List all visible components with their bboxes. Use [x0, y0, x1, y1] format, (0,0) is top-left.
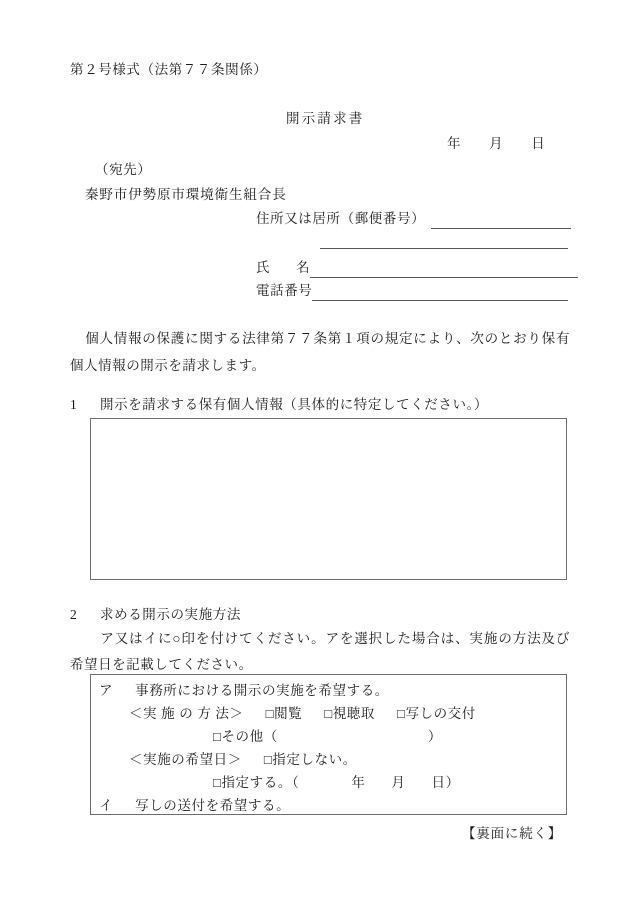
- telephone-field-row: [256, 281, 568, 301]
- other-open-paren: （: [263, 729, 278, 744]
- date-line: [447, 134, 545, 155]
- section1-number: 1: [70, 397, 78, 412]
- method-label: ＜実 施 の 方 法＞: [129, 706, 244, 721]
- date-close-paren: ）: [445, 775, 460, 790]
- option-i-marker: イ: [99, 798, 114, 813]
- method-other-row: [129, 725, 442, 745]
- address-field-row: [256, 209, 571, 229]
- desired-date-label: ＜実施の希望日＞: [129, 752, 242, 767]
- checkbox-audiovisual[interactable]: □: [324, 706, 333, 721]
- checkbox-other-label: その他: [221, 729, 264, 744]
- legal-basis-text: 個人情報の保護に関する法律第７７条第１項の規定により、次のとおり保有個人情報の開示を請求します。: [70, 331, 570, 373]
- checkbox-date-unspecified-label: 指定しない。: [272, 752, 357, 767]
- name-input[interactable]: [310, 263, 578, 278]
- section1-heading: [70, 393, 488, 413]
- checkbox-copy-delivery[interactable]: □: [397, 706, 406, 721]
- checkbox-copy-delivery-label: 写しの交付: [405, 706, 476, 721]
- checkbox-date-specified-label: 指定する。: [221, 775, 292, 790]
- name-label-part1: 氏: [256, 260, 271, 275]
- address-line2-row: [320, 234, 568, 249]
- desired-day-label[interactable]: 日: [431, 775, 446, 790]
- option-a-marker: ア: [99, 683, 114, 698]
- section1-heading-text: 開示を請求する保有個人情報（具体的に特定してください。）: [100, 397, 489, 412]
- option-a-row[interactable]: [99, 679, 389, 699]
- option-i-text: 写しの送付を希望する。: [135, 798, 291, 813]
- telephone-label: 電話番号: [256, 283, 313, 298]
- checkbox-other[interactable]: □: [213, 729, 222, 744]
- section2-heading-text: 求める開示の実施方法: [100, 607, 241, 622]
- checkbox-date-unspecified[interactable]: □: [263, 752, 273, 767]
- desired-year-label[interactable]: 年: [351, 775, 366, 790]
- desired-date-row: [129, 748, 357, 768]
- option-i-row[interactable]: [99, 794, 290, 814]
- method-options-row: [129, 702, 476, 722]
- date-month-label: 月: [489, 136, 504, 151]
- checkbox-browse-label: 閲覧: [274, 706, 303, 721]
- option-a-text: 事務所における開示の実施を希望する。: [135, 683, 389, 698]
- continued-overleaf-note: 【裏面に続く】: [462, 826, 563, 841]
- address-line2-input[interactable]: [320, 234, 568, 249]
- addressee-name: 秦野市伊勢原市環境衛生組合長: [85, 187, 287, 202]
- disclosure-method-box: [90, 674, 567, 815]
- requested-information-textarea[interactable]: [90, 418, 567, 580]
- date-open-paren: （: [291, 775, 300, 790]
- checkbox-audiovisual-label: 視聴取: [332, 706, 376, 721]
- address-input[interactable]: [431, 214, 571, 229]
- date-day-label: 日: [531, 136, 546, 151]
- address-label: 住所又は居所（郵便番号）: [256, 211, 426, 226]
- section2-heading: [70, 603, 241, 623]
- section2-instruction-text: ア又はイに○印を付けてください。アを選択した場合は、実施の方法及び希望日を記載してください。: [70, 631, 570, 673]
- other-close-paren: ）: [427, 729, 442, 744]
- legal-basis-paragraph: [70, 325, 570, 379]
- name-field-row: [256, 258, 578, 278]
- checkbox-date-specified[interactable]: □: [213, 775, 222, 790]
- name-label-part2: 名: [296, 260, 311, 275]
- section2-instruction: [70, 626, 570, 679]
- addressee-label: （宛先）: [95, 162, 152, 177]
- desired-date-specified-row: [129, 771, 460, 791]
- date-year-label: 年: [447, 136, 462, 151]
- page-title: 開示請求書: [286, 111, 365, 126]
- telephone-input[interactable]: [312, 286, 568, 301]
- desired-month-label[interactable]: 月: [391, 775, 406, 790]
- section2-number: 2: [70, 607, 78, 622]
- form-number: 第２号様式（法第７７条関係）: [70, 62, 268, 77]
- checkbox-browse[interactable]: □: [265, 706, 275, 721]
- name-label: [256, 258, 310, 278]
